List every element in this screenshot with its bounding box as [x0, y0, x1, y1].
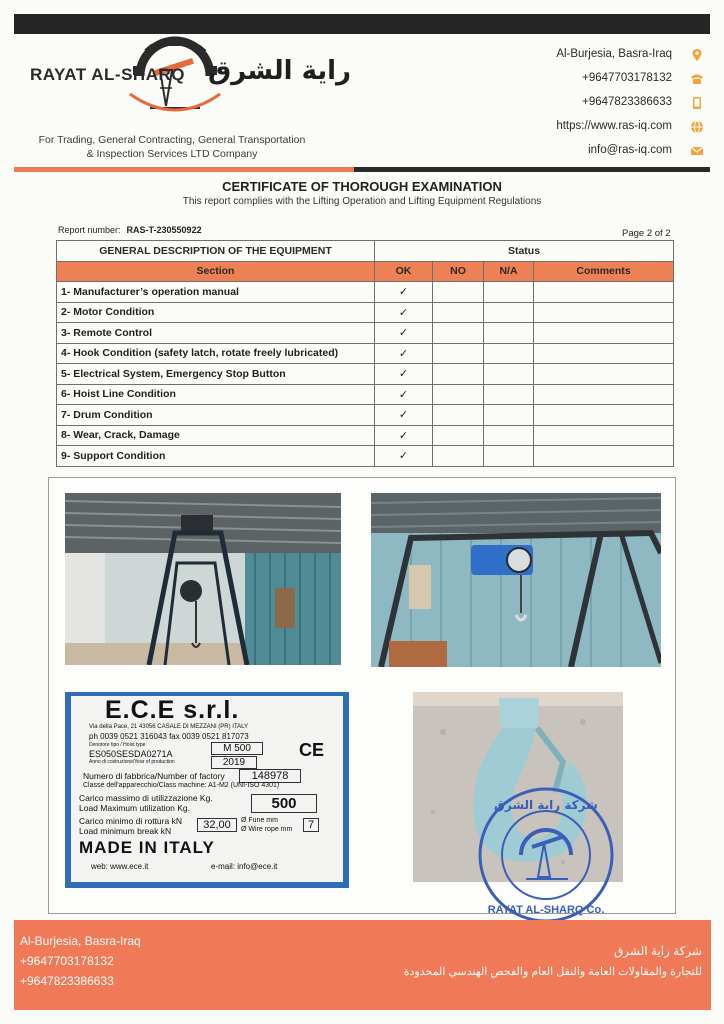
- nameplate-address: Via della Pace, 21 43056 CASALE DI MEZZANI (PR) ITALY: [89, 724, 249, 730]
- photo-hoist-frame: [371, 493, 661, 667]
- row-ok: ✓: [375, 405, 433, 426]
- column-header-ok: OK: [375, 261, 433, 282]
- row-na: [484, 323, 534, 344]
- header-divider-dark: [354, 167, 710, 172]
- row-no: [433, 405, 484, 426]
- row-comments: [534, 364, 674, 385]
- report-number: RAS-T-230550922: [126, 225, 202, 235]
- nameplate-web: web: www.ece.it: [91, 862, 149, 871]
- row-ok: ✓: [375, 343, 433, 364]
- row-section: 3- Remote Control: [57, 323, 375, 344]
- row-comments: [534, 323, 674, 344]
- contact-phone[interactable]: +9647703178132: [582, 72, 672, 84]
- company-subtitle: [22, 133, 322, 161]
- row-comments: [534, 282, 674, 303]
- company-subtitle-line2: & Inspection Services LTD Company: [86, 148, 258, 160]
- photo-nameplate: [65, 692, 349, 888]
- company-stamp: [476, 785, 616, 925]
- photo-gantry-hoist: [65, 493, 341, 665]
- table-row: [57, 323, 674, 344]
- nameplate-class: Classe dell'apparecchio/Class machine: A1-M2 (UNI-ISO 4301): [83, 782, 280, 789]
- row-ok: ✓: [375, 425, 433, 446]
- column-header-comments: Comments: [534, 261, 674, 282]
- nameplate-break-value: 32,00: [197, 818, 237, 832]
- footer-description-ar: للتجارة والمقاولات العامة والنقل العام والفحص الهندسي المحدودة: [403, 966, 702, 978]
- row-section: 1- Manufacturer’s operation manual: [57, 282, 375, 303]
- row-comments: [534, 384, 674, 405]
- row-comments: [534, 302, 674, 323]
- table-column-header-row: [57, 261, 674, 282]
- footer-phone2[interactable]: +9647823386633: [20, 974, 114, 988]
- nameplate-phone: ph 0039 0521 316043 fax 0039 0521 817073: [89, 732, 249, 741]
- contact-mobile[interactable]: +9647823386633: [582, 96, 672, 108]
- nameplate-made-in: MADE IN ITALY: [79, 838, 215, 857]
- nameplate-ce-mark: CE: [299, 740, 325, 760]
- report-number-line: [58, 225, 202, 235]
- row-no: [433, 282, 484, 303]
- contact-email[interactable]: info@ras-iq.com: [588, 144, 672, 156]
- row-no: [433, 323, 484, 344]
- report-number-label: Report number:: [58, 225, 121, 235]
- row-comments: [534, 405, 674, 426]
- phone-icon: [690, 72, 704, 86]
- contact-address: Al-Burjesia, Basra-Iraq: [556, 48, 672, 60]
- row-section: 4- Hook Condition (safety latch, rotate freely lubricated): [57, 343, 375, 364]
- row-no: [433, 343, 484, 364]
- certificate-subtitle: This report complies with the Lifting Operation and Lifting Equipment Regulations: [182, 196, 542, 207]
- table-row: [57, 343, 674, 364]
- inspection-table: [56, 240, 674, 467]
- row-na: [484, 384, 534, 405]
- nameplate-model: M 500: [211, 742, 263, 755]
- contact-website[interactable]: https://www.ras-iq.com: [556, 120, 672, 132]
- row-no: [433, 302, 484, 323]
- table-row: [57, 282, 674, 303]
- table-row: [57, 405, 674, 426]
- general-description-header: GENERAL DESCRIPTION OF THE EQUIPMENT: [57, 241, 375, 262]
- row-na: [484, 425, 534, 446]
- row-na: [484, 302, 534, 323]
- row-section: 2- Motor Condition: [57, 302, 375, 323]
- row-ok: ✓: [375, 323, 433, 344]
- table-row: [57, 425, 674, 446]
- row-ok: ✓: [375, 384, 433, 405]
- row-comments: [534, 446, 674, 467]
- row-section: 9- Support Condition: [57, 446, 375, 467]
- status-header: Status: [375, 241, 674, 262]
- table-row: [57, 446, 674, 467]
- nameplate: [71, 696, 343, 882]
- nameplate-break-label-it: Carico minimo di rottura kN: [79, 816, 182, 826]
- company-name-en: RAYAT AL-SHARQ: [30, 65, 185, 84]
- company-subtitle-line1: For Trading, General Contracting, General Transportation: [38, 134, 306, 146]
- row-comments: [534, 425, 674, 446]
- nameplate-year: 2019: [211, 756, 257, 769]
- row-ok: ✓: [375, 446, 433, 467]
- column-header-na: N/A: [484, 261, 534, 282]
- row-section: 7- Drum Condition: [57, 405, 375, 426]
- nameplate-year-label: Anno di costruzione/Year of production: [89, 759, 175, 765]
- mail-icon: [690, 144, 704, 158]
- table-row: [57, 364, 674, 385]
- nameplate-hoist-type-label: Denotore tipo / Hoist type: [89, 742, 146, 748]
- table-row: [57, 384, 674, 405]
- row-na: [484, 343, 534, 364]
- certificate-title: CERTIFICATE OF THOROUGH EXAMINATION: [222, 179, 502, 194]
- footer-company-ar: شركة راية الشرق: [613, 944, 702, 958]
- row-na: [484, 282, 534, 303]
- nameplate-email: e-mail: info@ece.it: [211, 862, 278, 871]
- row-no: [433, 384, 484, 405]
- row-ok: ✓: [375, 364, 433, 385]
- footer-address: Al-Burjesia, Basra-Iraq: [20, 934, 141, 948]
- column-header-no: NO: [433, 261, 484, 282]
- nameplate-rope-label-2: Ø Wire rope mm: [241, 826, 293, 833]
- mobile-icon: [690, 96, 704, 110]
- nameplate-factory-number: 148978: [239, 769, 301, 783]
- row-na: [484, 446, 534, 467]
- nameplate-brand: E.C.E s.r.l.: [105, 696, 240, 724]
- table-title-row: [57, 241, 674, 262]
- nameplate-load-value: 500: [251, 794, 317, 813]
- stamp-text-en: RAYAT AL-SHARQ Co.: [487, 904, 605, 916]
- nameplate-rope-value: 7: [303, 818, 319, 832]
- page-number: Page 2 of 2: [622, 228, 671, 239]
- row-no: [433, 425, 484, 446]
- nameplate-rope-label-1: Ø Fune mm: [241, 817, 278, 824]
- column-header-section: Section: [57, 261, 375, 282]
- stamp-text-ar: شركة راية الشرق: [494, 798, 598, 812]
- nameplate-break-label-en: Load minimum break kN: [79, 826, 172, 836]
- row-section: 5- Electrical System, Emergency Stop Button: [57, 364, 375, 385]
- row-section: 6- Hoist Line Condition: [57, 384, 375, 405]
- row-section: 8- Wear, Crack, Damage: [57, 425, 375, 446]
- row-ok: ✓: [375, 302, 433, 323]
- row-no: [433, 364, 484, 385]
- row-comments: [534, 343, 674, 364]
- row-na: [484, 405, 534, 426]
- nameplate-load-label-en: Load Maximum utilization Kg.: [79, 803, 191, 813]
- nameplate-factory-label: Numero di fabbrica/Number of factory: [83, 771, 225, 781]
- footer-phone1[interactable]: +9647703178132: [20, 954, 114, 968]
- row-ok: ✓: [375, 282, 433, 303]
- top-banner-bar: [14, 14, 710, 34]
- globe-icon: [690, 120, 704, 134]
- row-na: [484, 364, 534, 385]
- header-divider-orange: [14, 167, 354, 172]
- nameplate-load-label-it: Carico massimo di utilizzazione Kg.: [79, 793, 213, 803]
- row-no: [433, 446, 484, 467]
- table-row: [57, 302, 674, 323]
- location-icon: [690, 48, 704, 62]
- nameplate-hoist-type: ES050SESDA0271A: [89, 749, 173, 759]
- company-name-ar: راية الشرق: [208, 56, 352, 86]
